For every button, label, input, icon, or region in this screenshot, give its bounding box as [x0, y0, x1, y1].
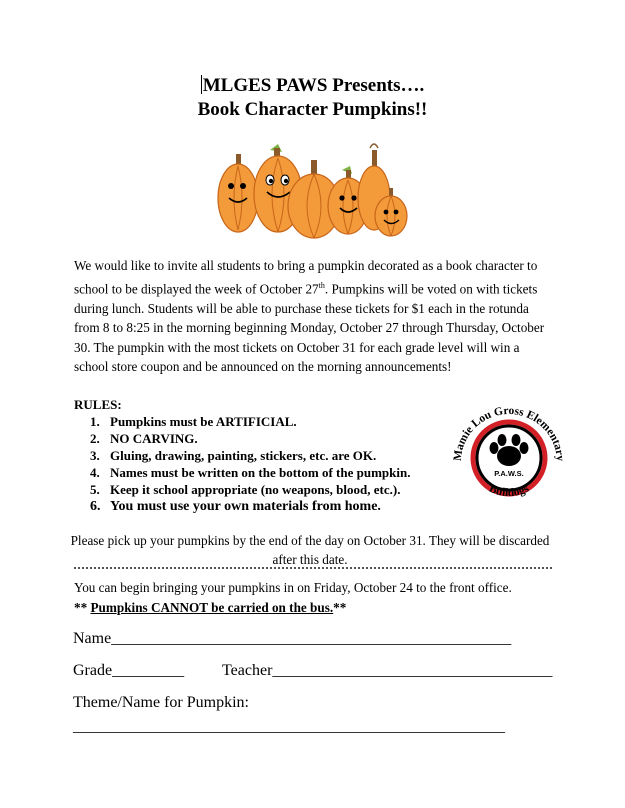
seal-ring-text: Mamie Lou Gross Elementary: [451, 404, 567, 462]
bus-note: ** Pumpkins CANNOT be carried on the bus.**: [74, 600, 347, 615]
rule-item: 5. Keep it school appropriate (no weapons, blood, etc.).: [90, 482, 401, 497]
seal-center-text: P.A.W.S.: [494, 469, 524, 478]
intro-superscript: th: [318, 280, 325, 290]
rule-item: 3. Gluing, drawing, painting, stickers, etc. are OK.: [90, 448, 377, 463]
rule-item: 2. NO CARVING.: [90, 431, 198, 446]
dotted-divider: [74, 567, 552, 569]
name-field[interactable]: Name__________________________________________________: [73, 630, 512, 647]
pumpkins-illustration: [212, 140, 412, 240]
grade-field[interactable]: Grade_________: [73, 662, 185, 679]
pumpkin-1: [218, 154, 258, 232]
rule-item: 4. Names must be written on the bottom of the pumpkin.: [90, 465, 411, 480]
intro-text-1: We would like to invite all students to bring a pumpkin decorated as a book character to school to be displayed the week of October 27: [74, 258, 538, 296]
rules-heading: RULES:: [74, 397, 122, 412]
pickup-note: Please pick up your pumpkins by the end of the day on October 31. They will be discarded after this date.: [70, 533, 550, 567]
intro-text-2: . Pumpkins will be voted on with tickets during lunch. Students will be able to purchase these tickets for $1 each in the rotunda from 8 to 8:25 in the morning beginning Monday, October 27 through Thursday, October 30. The pumpkin with the most tickets on October 31 for each grade level will win a school store coupon and be announced on the morning announcements!: [74, 280, 545, 375]
rule-item: 1. Pumpkins must be ARTIFICIAL.: [90, 414, 297, 429]
bring-note: You can begin bringing your pumpkins in on Friday, October 24 to the front office.: [74, 580, 512, 595]
text-cursor: [201, 75, 202, 94]
school-seal-logo: [444, 390, 574, 520]
page-title: [0, 73, 625, 98]
theme-label: Theme/Name for Pumpkin:: [73, 694, 249, 711]
teacher-field[interactable]: Teacher___________________________________: [222, 662, 553, 679]
rules-list: [90, 413, 410, 515]
rule-item: 6. You must use your own materials from home.: [90, 499, 381, 514]
title-line-1: MLGES PAWS Presents….: [202, 75, 425, 96]
seal-bottom-text: Bulldogs: [487, 482, 531, 500]
intro-paragraph: [74, 256, 549, 377]
theme-field[interactable]: ______________________________________________________: [73, 718, 505, 735]
page-subtitle: Book Character Pumpkins!!: [197, 99, 428, 120]
